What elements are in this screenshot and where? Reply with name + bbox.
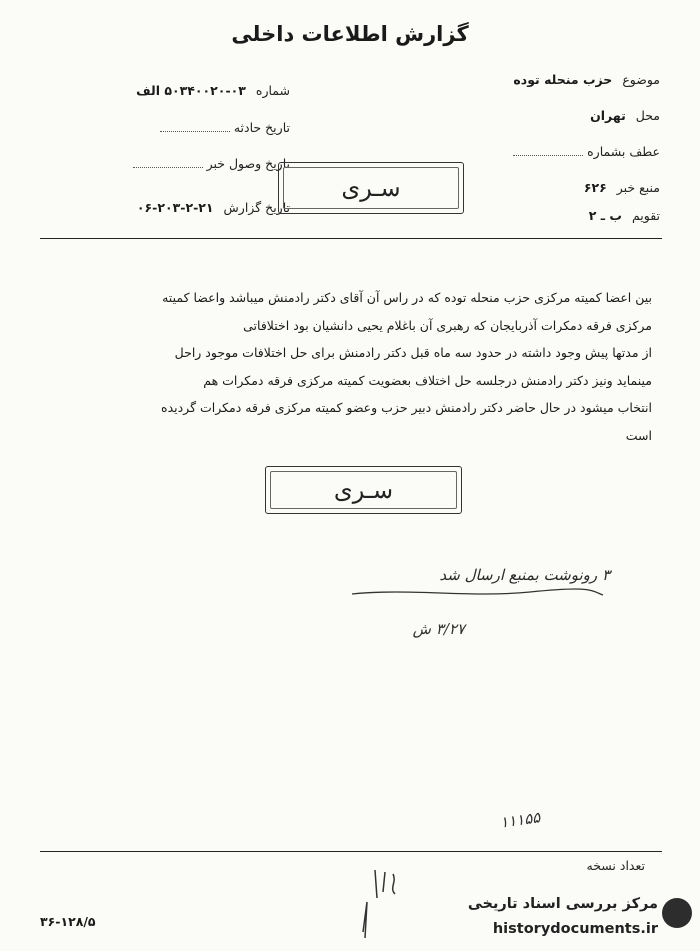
- receipt-date-label: تاریخ وصول خبر: [206, 156, 290, 171]
- reference-field: [360, 144, 660, 159]
- body-line: از مدتها پیش وجود داشته در حدود سه ماه قبل دکتر رادمنش برای حل اختلافات موجود راحل: [174, 345, 652, 360]
- number-value: ۰۳-۵۰۳۴۰۰۲۰ الف: [136, 83, 246, 98]
- location-field: [360, 108, 660, 123]
- source-label: منبع خبر: [616, 180, 660, 195]
- body-line: انتخاب میشود در حال حاضر دکتر رادمنش دبیر حزب وعضو کمیته مرکزی فرقه دمکرات گردیده: [161, 400, 652, 415]
- subject-field: [360, 72, 660, 87]
- archive-logo: [398, 894, 698, 946]
- signature-underline: [350, 586, 605, 600]
- number-field: [40, 83, 290, 98]
- handwritten-marginal-note: ۱۱۱۵۵: [498, 808, 542, 832]
- page-title: گزارش اطلاعات داخلی: [231, 22, 469, 46]
- incident-date-label: تاریخ حادثه: [233, 120, 290, 135]
- body-line: مرکزی فرقه دمکرات آذربایجان که رهبری آن باغلام یحیی دانشیان بود اختلافاتی: [243, 317, 652, 333]
- location-value: تهران: [590, 108, 626, 123]
- secret-stamp-top: [278, 162, 464, 214]
- copies-field: [525, 858, 645, 873]
- report-date-label: تاریخ گزارش: [223, 200, 290, 215]
- receipt-date-field: [40, 156, 290, 171]
- secret-stamp-bottom-text: سـری: [333, 476, 394, 504]
- handwritten-initials: ۳/۲۷ ش: [412, 620, 465, 638]
- subject-value: حزب منحله توده: [513, 72, 613, 87]
- report-date-value: ۲۱-۲-۲۰۳-۰۶: [136, 200, 214, 215]
- body-line: مینماید ونیز دکتر رادمنش درجلسه حل اختلاف بعضویت کمیته مرکزی فرقه دمکرات هم: [203, 372, 652, 388]
- receipt-date-dots: [133, 157, 203, 168]
- archive-logo-icon: [662, 898, 692, 928]
- reference-label: عطف بشماره: [587, 144, 660, 159]
- secret-stamp-bottom: [265, 466, 462, 514]
- body-line: بین اعضا کمیته مرکزی حزب منحله توده که در راس آن آقای دکتر رادمنش میباشد واعضا کمیته: [162, 290, 652, 305]
- subject-label: موضوع: [622, 72, 660, 87]
- number-label: شماره: [255, 83, 290, 98]
- reference-dots: [513, 145, 583, 156]
- archive-logo-name: مرکز بررسی اسناد تاریخی: [467, 896, 658, 912]
- secret-stamp-top-text: سـری: [341, 174, 401, 202]
- handwritten-note: ۳ رونوشت بمنبع ارسال شد: [439, 566, 610, 584]
- archive-logo-url: historydocuments.ir: [492, 921, 658, 937]
- report-date-field: [40, 200, 290, 215]
- footer-divider: [40, 851, 662, 852]
- source-value: ۶۲۶: [583, 180, 607, 195]
- location-label: محل: [635, 108, 660, 123]
- body-line: است: [625, 427, 652, 443]
- incident-date-dots: [160, 121, 230, 132]
- incident-date-field: [40, 120, 290, 135]
- rating-label: تقویم: [631, 208, 660, 223]
- header-divider: [40, 238, 662, 239]
- rating-value: ب ـ ۲: [588, 208, 622, 223]
- report-body: [40, 284, 652, 449]
- copies-label: تعداد نسخه: [586, 858, 645, 873]
- document-code: ۳۶-۱۲۸/۵: [40, 914, 96, 929]
